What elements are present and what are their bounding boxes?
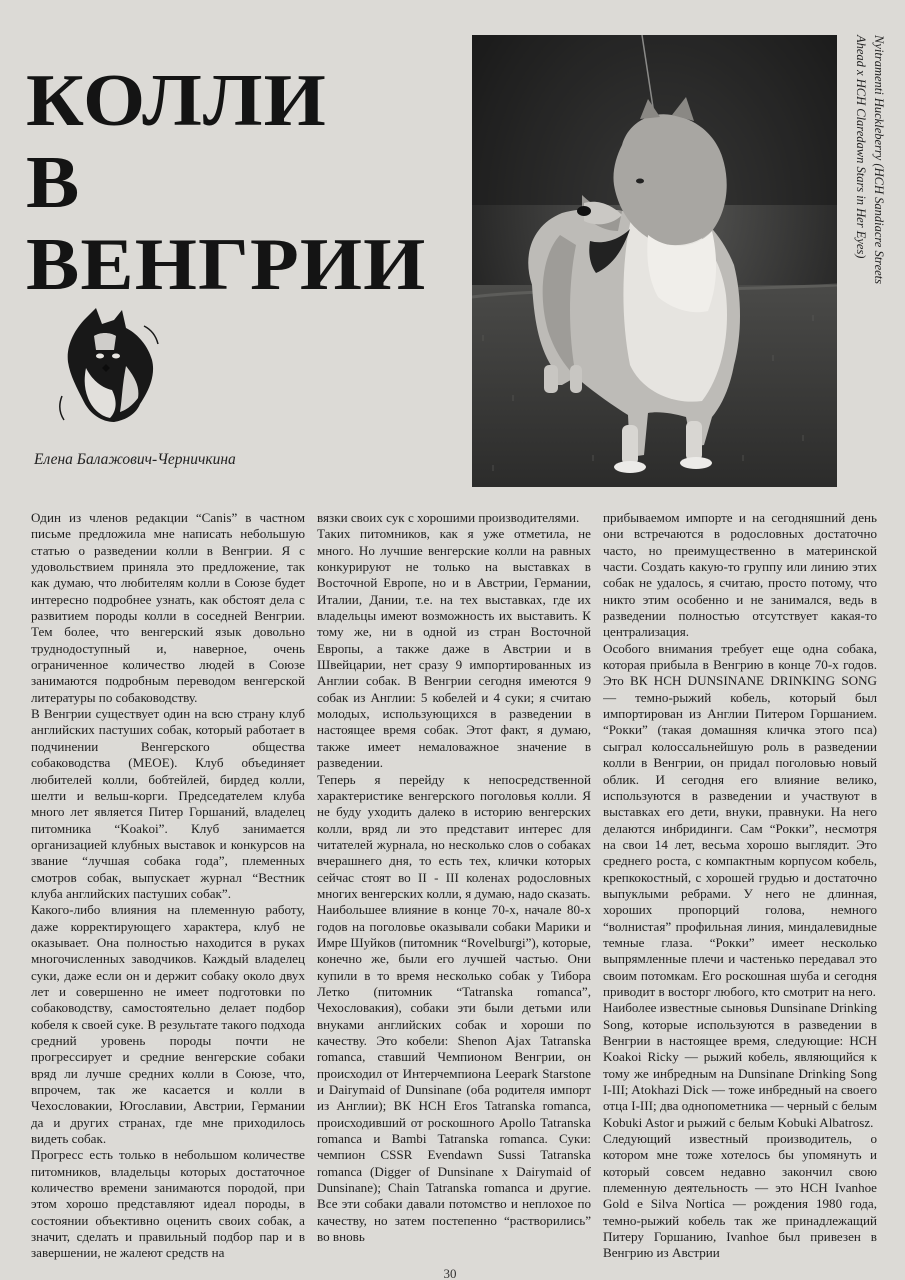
text-column-2 xyxy=(317,510,591,1262)
title-line: ВЕНГРИИ xyxy=(26,224,427,306)
paragraph: прибываемом импорте и на сегодняшний день они встречаются в родословных достаточно часто, но преимущественно в материнской части. Создать какую-то группу или линию этих собак не удалось, я считаю, просто потому, что никто этим особенно и не занимался, ведь в разведении полностью отсутствует какая-то централизация. xyxy=(603,510,877,640)
photo-caption xyxy=(848,35,888,487)
paragraph: Прогресс есть только в небольшом количестве питомников, владельцы которых достаточное количество времени занимаются породой, при этом хорошо представляют идеал породы, в состоянии объективно оценить своих собак, а значит, сделать и правильный подбор пар и в завершении, не жалеют средств на xyxy=(31,1147,305,1261)
paragraph: Теперь я перейду к непосредственной характеристике венгерского поголовья колли. Я не буду уходить далеко в историю венгерских колли, вряд ли это представит интерес для читателей журнала, но несколько слов о собаках вчерашнего дня, то есть тех, клички которых сейчас стоят во II - III коленах родословных многих венгерских колли, я думаю, надо сказать. xyxy=(317,771,591,901)
text-column-1 xyxy=(31,510,305,1262)
paragraph: Наиболее известные сыновья Dunsinane Drinking Song, которые используются в разведении в Венгрии в настоящее время, следующие: НСН Koakoi Ricky — рыжий кобель, являющийся к тому же инбредным на Dunsinane Drinking Song I-III; Atokhazi Dick — тоже инбредный на своего отца I-III; два однопометника — черный с белым Kobuki Astor и рыжий с белым Kobuki Albatrosz. xyxy=(603,1000,877,1130)
paragraph: вязки своих сук с хорошими производителями. xyxy=(317,510,580,525)
paragraph: Следующий известный производитель, о котором мне тоже хотелось бы упомянуть и который совсем недавно закончил свою племенную деятельность — это НСН Ivanhoe Gold e Silva Nortica — рождения 1980 года, темно-рыжий кобель так же принадлежащий Питеру Горшанию, Ivanhoe был привезен в Венгрию из Австрии xyxy=(603,1131,877,1261)
paragraph: Особого внимания требует еще одна собака, которая прибыла в Венгрию в конце 70-х годов. Это ВК НСН DUNSINANE DRINKING SONG — темно-рыжий кобель, который был импортирован из Англии Питером Горшанием. “Рокки” (такая домашняя кличка этого пса) сыграл колоссальнейшую роль в разведении колли в Венгрии, он придал поголовью новый облик. И сегодня его влияние велико, используются в разведении и участвуют в выставках его дети, внуки, правнуки. На него делаются инбридинги. Сам “Рокки”, несмотря на свои 14 лет, весьма хорошо выглядит. Это среднего роста, с компактным корпусом кобель, крепкокостный, с хорошей грудью и достаточно выпуклыми ребрами. У него не длинная, хороших пропорций голова, немного “волнистая” профильная линия, миндалевидные темные глаза. “Рокки” имеет несколько выпрямленные плечи и частенько передавал это своим потомкам. Его роскошная шуба и сегодня приводит в восторг любого, кто смотрит на него. xyxy=(603,640,877,999)
page-number: 30 xyxy=(443,1266,457,1280)
text-column-3 xyxy=(603,510,877,1262)
dog-photo xyxy=(472,35,837,487)
article-title xyxy=(26,60,426,306)
caption-line: Ahead x HCH Claredawn Stars in Her Eyes) xyxy=(854,35,868,259)
title-line: КОЛЛИ xyxy=(26,60,327,142)
article-body xyxy=(31,510,879,1262)
paragraph: Таких питомников, как я уже отметила, не много. Но лучшие венгерские колли на равных конкурируют не только на выставках в Восточной Европе, но и в Австрии, Германии, Италии, Дании, т.е. на тех выставках, где их владельцы имеют возможность их выставить. К тому же, ни в одной из стран Восточной Европы, а также даже в Австрии и в Швейцарии, нет сразу 9 импортированных из Англии собак. В Венгрии сегодня имеются 9 собак из Англии: 5 кобелей и 4 суки; я считаю молодых, использующихся в разведении в настоящее время собак. Этот факт, я думаю, также имеет немаловажное значение в разведении. xyxy=(317,526,591,771)
paragraph: В Венгрии существует один на всю страну клуб английских пастуших собак, который работает в подчинении Венгерского общества собаководства (MEOE). Клуб объединяет любителей колли, бобтейлей, бирдед колли, шелти и вельш-корги. Председателем клуба много лет является Питер Горшаний, владелец питомника “Koakoi”. Клуб занимается организацией клубных выставок и конкурсов на звание “лучшая собака года”, племенных смотров собак, выпускает журнал “Вестник клуба английских пастуших собак”. xyxy=(31,706,305,901)
article-author: Елена Балажович-Черничкина xyxy=(34,451,236,468)
caption-line: Nyitramenti Huckleberry (HCH Sandiacre Streets xyxy=(872,35,886,285)
paragraph: Наибольшее влияние в конце 70-х, начале 80-х годов на поголовье оказывали собаки Марики и Имре Шуйков (питомник “Rovelburgi”), которые, конечно же, были его лучшей частью. Они купили в то время несколько собак у Тибора Летко (питомник “Tatranska romanca”, Чехословакия), собаки эти были детьми или внуками английских собак и хороши по качеству. Это кобели: Shenon Ajax Tatranska romanca, ставший Чемпионом Венгрии, он происходил от Интерчемпиона Leepark Starstone и Dairymaid of Dunsinane (оба родителя импорт из Англии); ВК НСН Eros Tatranska romanca, происходивший от роскошного Apollo Tatranska romanca и Bambi Tatranska romanca. Суки: чемпион CSSR Evendawn Sussi Tatranska romanca (Digger of Dunsinane x Dairymaid of Dunsinane); Chain Tatranska romanca и другие. Все эти собаки давали потомство и неплохое по качеству, но затем постепенно “растворились” во вновь xyxy=(317,902,591,1245)
paragraph: Один из членов редакции “Canis” в частном письме предложила мне написать небольшую статью о разведении колли в Венгрии. Я с удовольствием приняла это предложение, так как думаю, что любителям колли в Союзе будет интересно подробнее узнать, как обстоят дела с развитием породы колли в соседней Венгрии. Тем более, что венгерский язык довольно труднодоступный и, наверное, очень ограниченное количество людей в Союзе занимаются подробным переводом венгерской литературы по собаководству. xyxy=(31,510,305,705)
paragraph: Какого-либо влияния на племенную работу, даже корректирующего характера, клуб не оказывает. Она полностью находится в руках многочисленных заводчиков. Каждый владелец суки, даже если он и держит собаку около двух лет и совершенно не имеет подготовки по собаководству, самостоятельно делает подбор кобеля к своей суке. В результате такого подхода средний уровень породы почти не прогрессирует и средние венгерские собаки вряд ли лучше средних колли в Союзе, что, впрочем, так же касается и колли в Чехословакии, Югославии, Австрии, Германии да и других странах, где мне приходилось видеть собак. xyxy=(31,902,305,1147)
collie-head-emblem xyxy=(56,306,160,424)
title-line: В xyxy=(26,142,81,224)
